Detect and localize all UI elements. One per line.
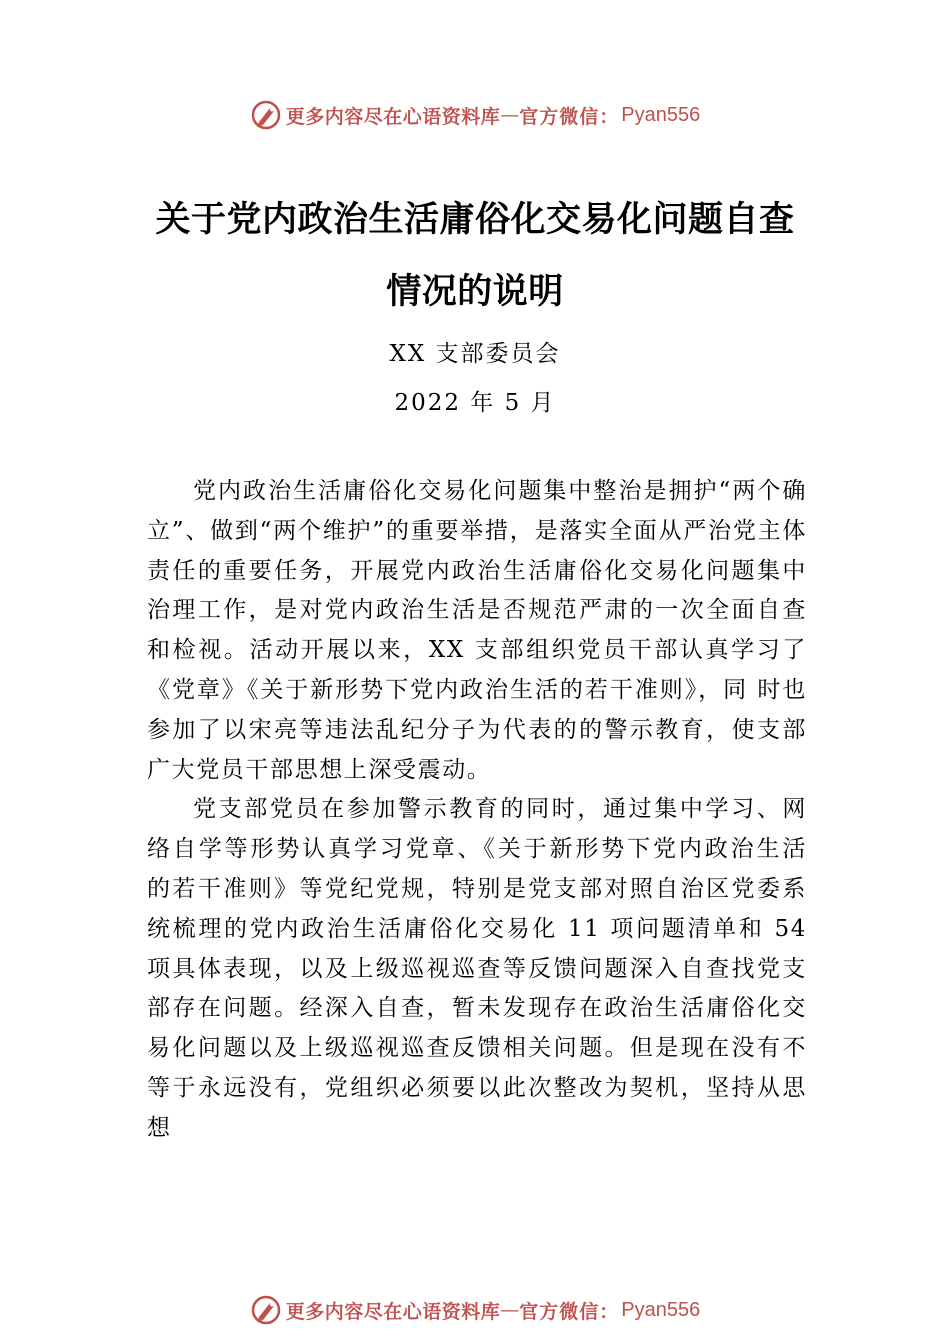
document-organization: XX 支部委员会 <box>389 341 561 367</box>
banner-separator: — <box>500 1299 520 1321</box>
body-paragraph: 党内政治生活庸俗化交易化问题集中整治是拥护“两个确立”、做到“两个维护”的重要举措，是落实全面从严治党主体责任的重要任务，开展党内政治生活庸俗化交易化问题集中治理工作，是对党内政治生活是否规范严肃的一次全面自查和检视。活动开展以来，XX 支部组织党员干部认真学习了《党章》《关于新形势下党内政治生活的若干准则》，同 时也参加了以宋亮等违法乱纪分子为代表的的警示教育，使支部广大党员干部思想上深受震动。 <box>147 478 807 783</box>
banner-account: Pyan556 <box>621 1298 701 1321</box>
footer-banner <box>0 1290 950 1330</box>
banner-site-text: 更多内容尽在心语资料库 <box>285 1300 501 1323</box>
banner-wechat-label: 官方微信： <box>519 1300 620 1323</box>
banner-wechat-label: 官方微信： <box>519 105 620 128</box>
body-paragraph: 党支部党员在参加警示教育的同时，通过集中学习、网络自学等形势认真学习党章、《关于新形势下党内政治生活 的若干准则》等党纪党规，特别是党支部对照自治区党委系统梳理的党内政治生活庸俗化交易化 11 项问题清单和 54 项具体表现，以及上级巡视巡查等反馈问题深入自查找党支部存在问题。经深入自查，暂未发现存在政治生活庸俗化交易化问题以及上级巡视巡查反馈相关问题。但是现在没有不等于永远没有，党组织必须要以此次整改为契机，坚持从思想 <box>147 796 807 1141</box>
document-date: 2022 年 5 月 <box>394 390 556 416</box>
banner-account: Pyan556 <box>621 103 701 126</box>
document-title-line-2: 情况的说明 <box>386 271 564 312</box>
document-title-line-1: 关于党内政治生活庸俗化交易化问题自查 <box>155 199 795 240</box>
pen-nib-logo-icon <box>250 99 282 131</box>
banner-separator: — <box>500 104 520 126</box>
pen-nib-logo-icon <box>250 1294 282 1326</box>
header-banner <box>0 95 950 135</box>
document-body <box>147 472 807 1149</box>
banner-site-text: 更多内容尽在心语资料库 <box>285 105 501 128</box>
